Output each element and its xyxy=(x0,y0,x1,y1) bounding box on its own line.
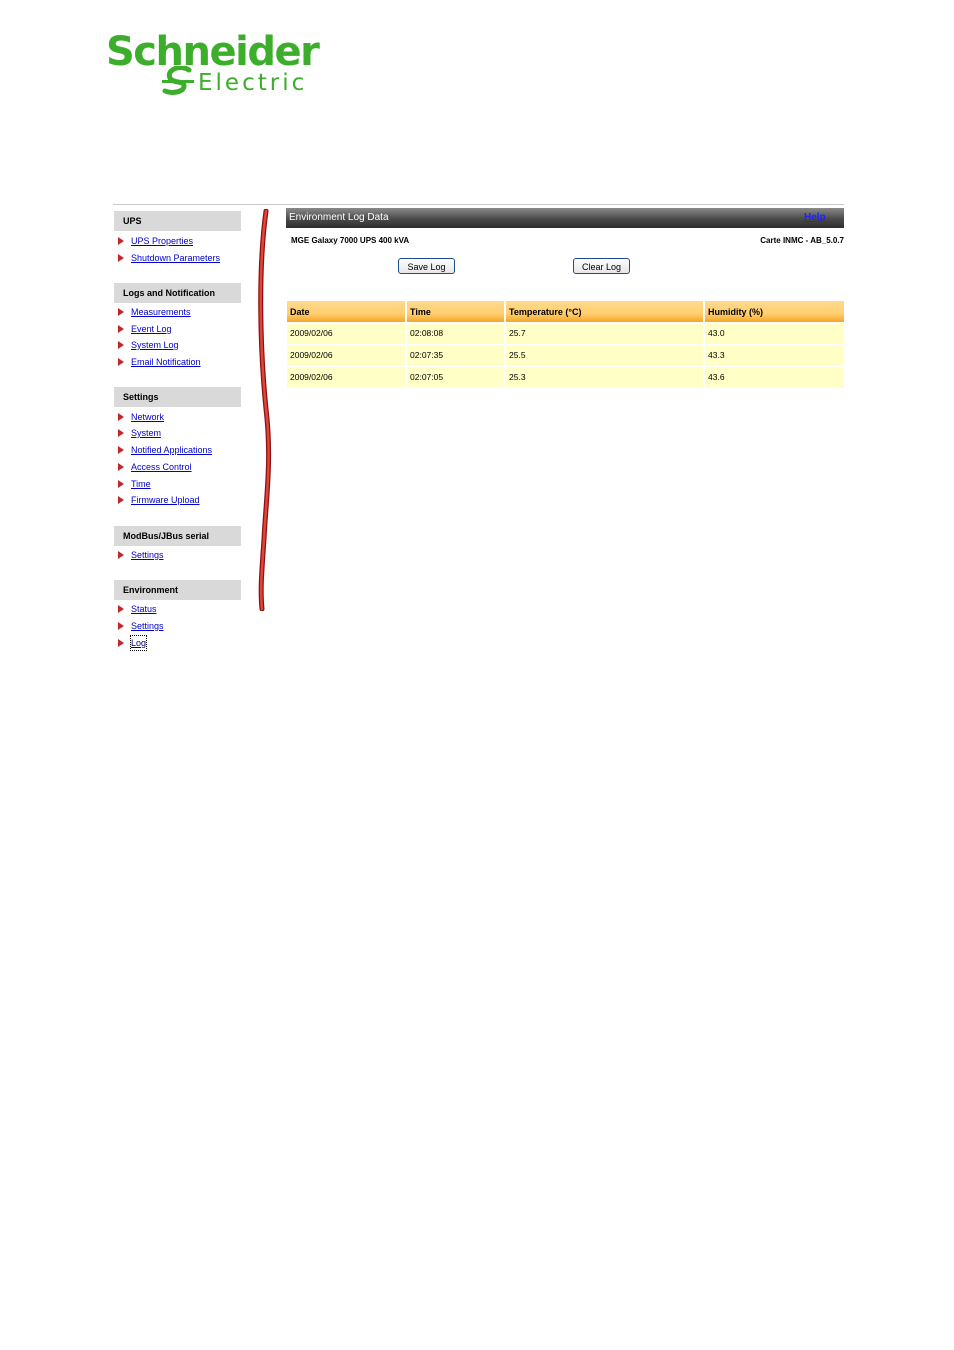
bullet-icon xyxy=(118,446,124,454)
cell-time: 02:08:08 xyxy=(407,323,504,344)
column-header-humidity: Humidity (%) xyxy=(705,301,844,322)
link-ups-properties[interactable]: UPS Properties xyxy=(131,236,194,246)
logo-word-schneider: Schneider xyxy=(106,29,319,75)
bullet-icon xyxy=(118,325,124,333)
bullet-icon xyxy=(118,413,124,421)
table-row xyxy=(287,323,844,344)
panel-titlebar xyxy=(286,208,844,228)
link-shutdown-parameters[interactable]: Shutdown Parameters xyxy=(131,253,221,263)
page-title: Environment Log Data xyxy=(289,212,389,223)
bullet-icon xyxy=(118,496,124,504)
cell-date: 2009/02/06 xyxy=(287,345,405,366)
sidebar-header-settings: Settings xyxy=(114,387,241,407)
sidebar-header-environment: Environment xyxy=(114,580,241,600)
link-environment-settings[interactable]: Settings xyxy=(131,621,164,631)
bullet-icon xyxy=(118,639,124,647)
bullet-icon xyxy=(118,254,124,262)
cell-humidity: 43.6 xyxy=(705,367,844,388)
link-modbus-settings[interactable]: Settings xyxy=(131,550,164,560)
bullet-icon xyxy=(118,358,124,366)
link-access-control[interactable]: Access Control xyxy=(131,462,192,472)
help-link[interactable]: Help xyxy=(804,212,826,223)
link-system-log[interactable]: System Log xyxy=(131,340,179,350)
link-system[interactable]: System xyxy=(131,428,162,438)
decorative-cable-image xyxy=(252,209,276,611)
column-header-date: Date xyxy=(287,301,405,322)
link-event-log[interactable]: Event Log xyxy=(131,324,172,334)
link-measurements[interactable]: Measurements xyxy=(131,307,191,317)
save-log-button[interactable]: Save Log xyxy=(398,258,455,274)
bullet-icon xyxy=(118,605,124,613)
link-network[interactable]: Network xyxy=(131,412,165,422)
link-environment-log[interactable]: Log xyxy=(131,638,147,648)
logo-word-electric: Electric xyxy=(198,70,308,96)
table-row xyxy=(287,367,844,388)
top-divider xyxy=(113,204,844,205)
cell-date: 2009/02/06 xyxy=(287,323,405,344)
link-environment-status[interactable]: Status xyxy=(131,604,157,614)
cell-temperature: 25.7 xyxy=(506,323,703,344)
link-firmware-upload[interactable]: Firmware Upload xyxy=(131,495,200,505)
logo-s-mark-icon xyxy=(160,66,196,98)
table-row xyxy=(287,345,844,366)
device-name: MGE Galaxy 7000 UPS 400 kVA xyxy=(291,236,410,245)
link-notified-applications[interactable]: Notified Applications xyxy=(131,445,213,455)
sidebar-header-ups: UPS xyxy=(114,211,241,231)
cell-humidity: 43.0 xyxy=(705,323,844,344)
table-header-row xyxy=(287,301,844,322)
bullet-icon xyxy=(118,341,124,349)
bullet-icon xyxy=(118,429,124,437)
cell-time: 02:07:05 xyxy=(407,367,504,388)
card-version: Carte INMC - AB_5.0.7 xyxy=(760,236,844,245)
cell-temperature: 25.3 xyxy=(506,367,703,388)
bullet-icon xyxy=(118,622,124,630)
link-time[interactable]: Time xyxy=(131,479,151,489)
cell-time: 02:07:35 xyxy=(407,345,504,366)
bullet-icon xyxy=(118,463,124,471)
column-header-temperature: Temperature (°C) xyxy=(506,301,703,322)
schneider-electric-logo xyxy=(106,30,326,102)
cell-humidity: 43.3 xyxy=(705,345,844,366)
bullet-icon xyxy=(118,308,124,316)
bullet-icon xyxy=(118,480,124,488)
cell-date: 2009/02/06 xyxy=(287,367,405,388)
sidebar-header-logs: Logs and Notification xyxy=(114,283,241,303)
clear-log-button[interactable]: Clear Log xyxy=(573,258,630,274)
link-email-notification[interactable]: Email Notification xyxy=(131,357,201,367)
column-header-time: Time xyxy=(407,301,504,322)
cell-temperature: 25.5 xyxy=(506,345,703,366)
bullet-icon xyxy=(118,551,124,559)
bullet-icon xyxy=(118,237,124,245)
sidebar-header-modbus: ModBus/JBus serial xyxy=(114,526,241,546)
